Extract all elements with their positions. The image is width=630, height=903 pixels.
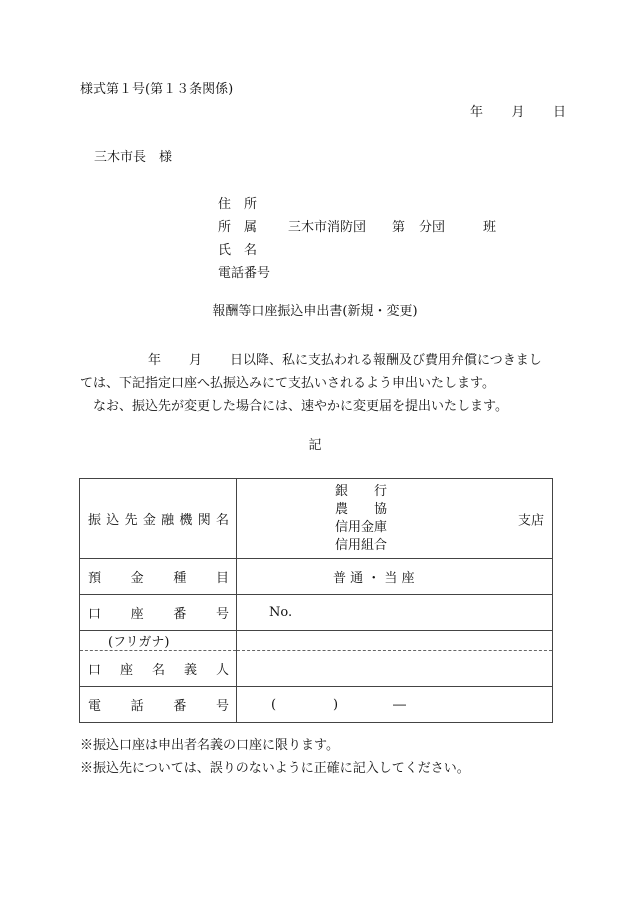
affiliation-han: 班 xyxy=(483,219,497,235)
body-line-3: なお、振込先が変更した場合には、速やかに変更届を提出いたします。 xyxy=(93,399,508,414)
institution-row xyxy=(80,479,553,559)
deposit-type-label-char: 目 xyxy=(215,571,229,586)
account-number-label-char: 番 xyxy=(173,607,187,622)
institution-label xyxy=(88,509,229,528)
holder-value xyxy=(237,651,553,687)
date-line xyxy=(470,105,566,121)
account-number-label-char: 座 xyxy=(130,607,144,622)
institution-value-cell xyxy=(237,479,553,559)
note-1: ※振込口座は申出者名義の口座に限ります。 xyxy=(80,738,339,753)
body-year: 年 xyxy=(148,353,162,368)
phone-table-label-char: 電 xyxy=(88,699,102,714)
phone-close-paren: ) xyxy=(333,697,339,712)
holder-row xyxy=(80,651,553,687)
addressee: 三木市長 様 xyxy=(94,150,173,165)
furigana-label: (フリガナ) xyxy=(80,631,237,651)
phone-open-paren: ( xyxy=(271,697,277,712)
account-number-label-cell xyxy=(80,595,237,631)
deposit-type-value: 普 通 ・ 当 座 xyxy=(237,559,553,595)
address-row xyxy=(218,193,496,216)
affiliation-label: 所 属 xyxy=(218,219,258,235)
body-text xyxy=(80,349,552,418)
furigana-value xyxy=(237,631,553,651)
ki-label: 記 xyxy=(308,438,322,453)
institution-type-bank: 銀 行 xyxy=(335,483,388,499)
body-month: 月 xyxy=(189,353,203,368)
phone-table-row xyxy=(80,687,553,723)
name-label: 氏 名 xyxy=(218,242,258,258)
applicant-block xyxy=(218,193,496,285)
holder-label-char: 人 xyxy=(215,663,229,678)
phone-table-label-cell xyxy=(80,687,237,723)
date-year: 年 xyxy=(470,105,484,120)
institution-type-shinkin: 信用金庫 xyxy=(335,519,388,535)
deposit-type-label-char: 預 xyxy=(88,571,102,586)
phone-table-label-char: 話 xyxy=(130,699,144,714)
deposit-type-label-char: 金 xyxy=(130,571,144,586)
account-table xyxy=(79,478,553,723)
document-title: 報酬等口座振込申出書(新規・変更) xyxy=(212,304,418,319)
body-line1-rest: 日以降、私に支払われる報酬及び費用弁償につきまし xyxy=(230,353,542,368)
institution-label-char: 先 xyxy=(124,513,138,528)
deposit-type-label-cell xyxy=(80,559,237,595)
account-number-label xyxy=(88,603,229,622)
phone-table-value xyxy=(237,687,553,723)
institution-types xyxy=(237,483,552,555)
holder-label-char: 座 xyxy=(119,663,133,678)
institution-type-shinkumi: 信用組合 xyxy=(335,537,388,553)
form-number: 様式第１号(第１３条関係) xyxy=(80,82,234,97)
deposit-type-label xyxy=(88,567,229,586)
body-line-1 xyxy=(80,349,552,372)
notes xyxy=(80,734,470,780)
date-month: 月 xyxy=(511,105,525,120)
institution-label-char: 振 xyxy=(88,513,102,528)
deposit-type-row xyxy=(80,559,553,595)
address-label: 住 所 xyxy=(218,196,258,212)
furigana-row xyxy=(80,631,553,651)
phone-dash: ― xyxy=(393,697,406,712)
note-2: ※振込先については、誤りのないように正確に記入してください。 xyxy=(80,761,470,776)
body-line-2: ては、下記指定口座へ払振込みにて支払いされるよう申出いたします。 xyxy=(80,376,495,391)
affiliation-bundan: 分団 xyxy=(419,219,446,235)
holder-label-cell xyxy=(80,651,237,687)
holder-label-char: 義 xyxy=(183,663,197,678)
holder-label xyxy=(88,659,229,678)
institution-label-char: 込 xyxy=(106,513,120,528)
institution-type-agri: 農 協 xyxy=(335,501,388,517)
institution-label-cell xyxy=(80,479,237,559)
institution-label-char: 融 xyxy=(161,513,175,528)
account-number-label-char: 口 xyxy=(88,607,102,622)
phone-table-label-char: 番 xyxy=(173,699,187,714)
phone-label: 電話番号 xyxy=(218,265,271,281)
affiliation-row xyxy=(218,216,496,239)
affiliation-dai: 第 xyxy=(392,219,406,235)
account-number-label-char: 号 xyxy=(215,607,229,622)
account-number-row xyxy=(80,595,553,631)
holder-label-char: 名 xyxy=(151,663,165,678)
institution-label-char: 金 xyxy=(142,513,156,528)
institution-label-char: 名 xyxy=(215,513,229,528)
name-row xyxy=(218,239,496,262)
phone-table-label-char: 号 xyxy=(215,699,229,714)
institution-label-char: 関 xyxy=(197,513,211,528)
account-number-prefix: No. xyxy=(237,595,553,631)
date-day: 日 xyxy=(552,105,566,120)
branch-label: 支店 xyxy=(517,513,544,528)
holder-label-char: 口 xyxy=(88,663,102,678)
deposit-type-label-char: 種 xyxy=(173,571,187,586)
phone-row xyxy=(218,262,496,285)
affiliation-org: 三木市消防団 xyxy=(288,219,367,235)
institution-label-char: 機 xyxy=(179,513,193,528)
phone-table-label xyxy=(88,695,229,714)
